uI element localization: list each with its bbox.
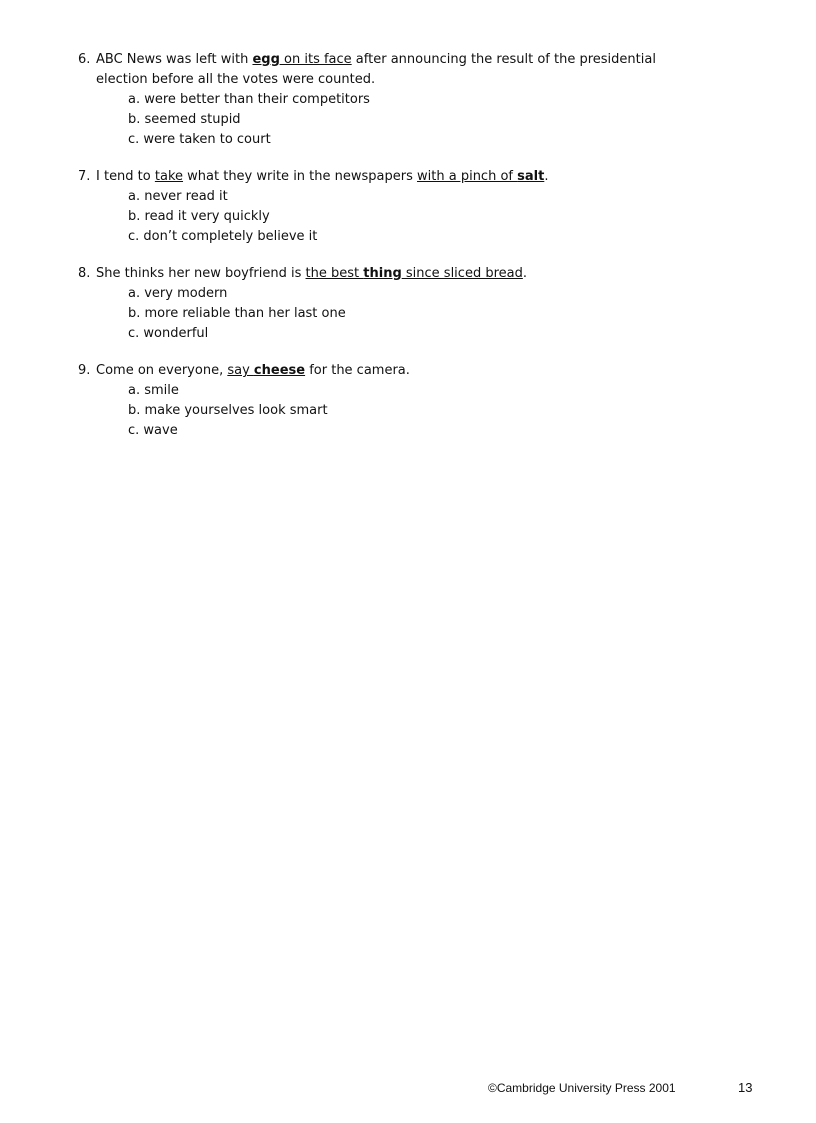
question-7-idiom-part-2	[417, 169, 544, 184]
footer-page-number: 13	[738, 1080, 753, 1095]
question-9-line-1	[78, 361, 738, 381]
question-8-line-1	[78, 264, 738, 284]
question-6-line-2: election before all the votes were counted.	[96, 72, 376, 87]
question-8-idiom	[306, 266, 523, 281]
question-6-idiom-keyword: egg	[252, 52, 280, 67]
question-6-idiom	[252, 52, 351, 67]
question-9-number: 9.	[78, 363, 91, 378]
question-7-text-post: .	[544, 169, 549, 184]
question-6-option-b: b. seemed stupid	[128, 112, 241, 127]
question-6-idiom-rest: on its face	[279, 52, 352, 67]
question-9-option-a: a. smile	[128, 383, 179, 398]
question-8-option-a: a. very modern	[128, 286, 228, 301]
question-9-text-post: for the camera.	[305, 363, 410, 378]
question-9-option-b: b. make yourselves look smart	[128, 403, 328, 418]
question-6-text-pre: ABC News was left with	[96, 52, 253, 67]
question-8-number: 8.	[78, 266, 91, 281]
question-7-idiom-text: with a pinch of	[417, 169, 518, 184]
question-8-text-pre: She thinks her new boyfriend is	[96, 266, 306, 281]
question-9-idiom-start: say	[227, 363, 254, 378]
question-7-option-a: a. never read it	[128, 189, 228, 204]
question-7-option-c: c. don’t completely believe it	[128, 229, 318, 244]
question-7-text-pre: I tend to	[96, 169, 155, 184]
question-7-line-1	[78, 167, 738, 187]
question-8-idiom-start: the best	[305, 266, 364, 281]
question-6-number: 6.	[78, 52, 91, 67]
question-6-option-a: a. were better than their competitors	[128, 92, 370, 107]
question-6-text-post: after announcing the result of the presidential	[351, 52, 656, 67]
question-7-option-b: b. read it very quickly	[128, 209, 270, 224]
question-6-option-c: c. were taken to court	[128, 132, 271, 147]
question-6	[78, 50, 738, 150]
question-9-idiom-keyword: cheese	[253, 363, 306, 378]
question-8-option-c: c. wonderful	[128, 326, 209, 341]
question-8-text-post: .	[522, 266, 527, 281]
question-8-idiom-end: since sliced bread	[401, 266, 523, 281]
question-9-text-pre: Come on everyone,	[96, 363, 228, 378]
question-9-idiom	[227, 363, 305, 378]
question-9-option-c: c. wave	[128, 423, 178, 438]
question-9	[78, 361, 738, 441]
question-8-idiom-keyword: thing	[363, 266, 402, 281]
question-6-line-1	[78, 50, 738, 70]
question-7-number: 7.	[78, 169, 91, 184]
question-8	[78, 264, 738, 344]
footer-copyright: ©Cambridge University Press 2001	[488, 1081, 676, 1095]
question-7-idiom-part-1: take	[154, 169, 184, 184]
question-7-idiom-keyword: salt	[517, 169, 545, 184]
question-7	[78, 167, 738, 247]
question-7-text-mid: what they write in the newspapers	[183, 169, 418, 184]
question-8-option-b: b. more reliable than her last one	[128, 306, 346, 321]
